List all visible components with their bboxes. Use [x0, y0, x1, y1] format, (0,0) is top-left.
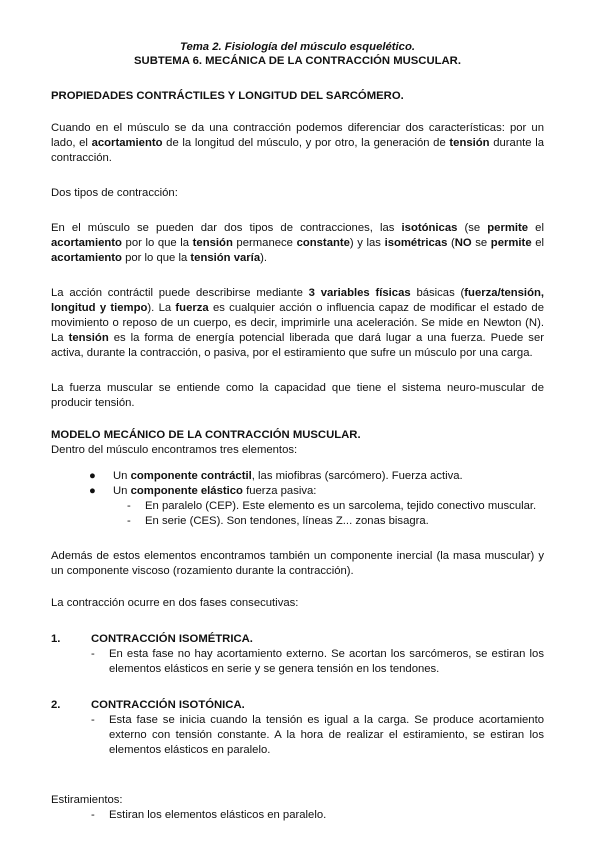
paragraph-intro: Cuando en el músculo se da una contracción podemos diferenciar dos características: por un lado, el acortamiento de la longitud del músculo, y por otro, la generación de tensión durante la contracción. — [51, 122, 544, 164]
page-content — [51, 40, 544, 823]
phase-1-text: - En esta fase no hay acortamiento externo. Se acortan los sarcómeros, se estiran los elementos elásticos en serie y se genera tensión en los tendones. — [91, 648, 544, 675]
paragraph-contraction-types: En el músculo se pueden dar dos tipos de contracciones, las isotónicas (se permite el acortamiento por lo que la tensión permanece constante) y las isométricas (NO se permite el acortamiento por lo que la tensión varía). — [51, 222, 544, 264]
paragraph-variables: La acción contráctil puede describirse mediante 3 variables físicas básicas (fuerza/tensión, longitud y tiempo). La fuerza es cualquier acción o influencia capaz de modificar el estado de movimiento o reposo de un cuerpo, es decir, imprimirle una aceleración. Se mide en Newton (N). La tensión es la forma de energía potencial liberada que dará lugar a una fuerza. Puede ser activa, durante la contracción, o pasiva, por el estiramiento que sufre un músculo por una carga. — [51, 287, 545, 359]
sublist-item: - En paralelo (CEP). Este elemento es un sarcolema, tejido conectivo muscular. — [127, 500, 537, 512]
section-heading-mechanical-model: MODELO MECÁNICO DE LA CONTRACCIÓN MUSCULAR. — [51, 429, 361, 441]
phase-2-text: - Esta fase se inicia cuando la tensión es igual a la carga. Se produce acortamiento externo con tensión constante. A la hora de realizar el estiramiento, se estiran los elementos elásticos en paralelo. — [91, 714, 544, 756]
paragraph-elements-intro: Dentro del músculo encontramos tres elementos: — [51, 444, 298, 456]
stretching-text: - Estiran los elementos elásticos en paralelo. — [91, 809, 327, 821]
bullet-marker: ● — [89, 470, 96, 482]
dash-marker: - — [127, 515, 131, 527]
elastic-sublist — [51, 499, 544, 529]
stretching-heading: Estiramientos: — [51, 794, 123, 806]
phase-2-heading: 2. CONTRACCIÓN ISOTÓNICA. — [51, 699, 245, 711]
paragraph-muscle-force: La fuerza muscular se entiende como la capacidad que tiene el sistema neuro-muscular de producir tensión. — [51, 382, 544, 409]
paragraph-types: Dos tipos de contracción: — [51, 187, 178, 199]
phase-1-heading: 1. CONTRACCIÓN ISOMÉTRICA. — [51, 633, 253, 645]
paragraph-other-components: Además de estos elementos encontramos también un componente inercial (la masa muscular) y un componente viscoso (rozamiento durante la contracción). — [51, 550, 544, 577]
paragraph-phases-intro: La contracción ocurre en dos fases consecutivas: — [51, 597, 299, 609]
list-item: ● Un componente contráctil, las miofibras (sarcómero). Fuerza activa. — [89, 470, 463, 482]
sublist-item: - En serie (CES). Son tendones, líneas Z... zonas bisagra. — [127, 515, 429, 527]
subtopic-title: SUBTEMA 6. MECÁNICA DE LA CONTRACCIÓN MUSCULAR. — [134, 55, 461, 67]
topic-title: Tema 2. Fisiología del músculo esquelético. — [180, 41, 415, 53]
dash-marker: - — [127, 500, 131, 512]
section-heading-properties: PROPIEDADES CONTRÁCTILES Y LONGITUD DEL SARCÓMERO. — [51, 90, 404, 102]
list-item: ● Un componente elástico fuerza pasiva: — [89, 485, 317, 497]
bullet-marker: ● — [89, 485, 96, 497]
elements-list — [51, 469, 544, 499]
